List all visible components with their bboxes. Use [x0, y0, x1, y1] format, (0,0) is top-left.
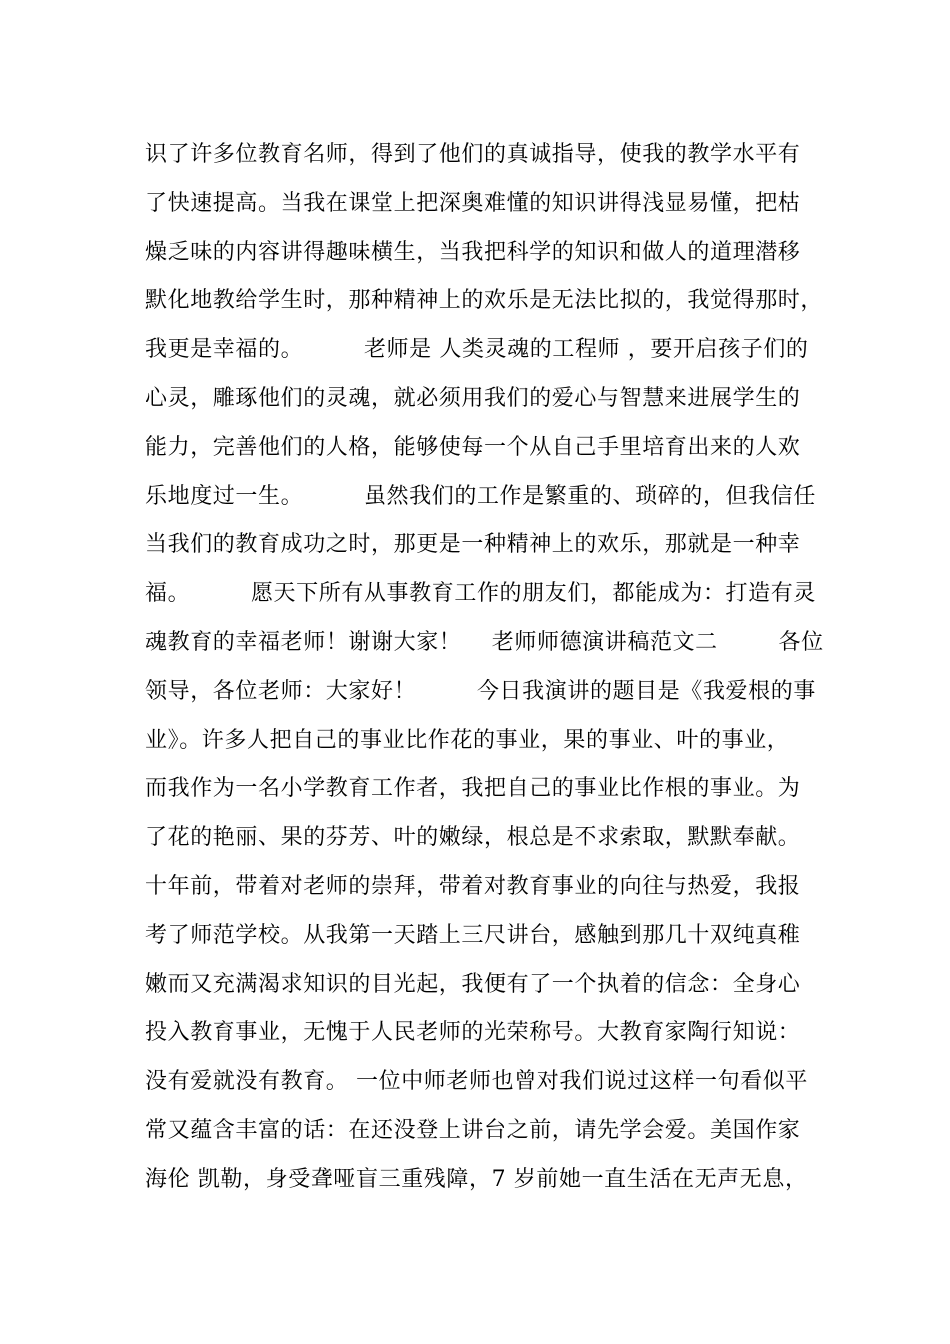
text-line: 没有爱就没有教育。 一位中师老师也曾对我们说过这样一句看似平 — [145, 1069, 808, 1095]
text-line: 嫩而又充满渴求知识的目光起，我便有了一个执着的信念：全身心 — [145, 971, 801, 997]
text-line: 领导，各位老师：大家好！ 今日我演讲的题目是《我爱根的事 — [145, 678, 816, 704]
text-line: 乐地度过一生。 虽然我们的工作是繁重的、琐碎的，但我信任 — [145, 483, 816, 509]
text-line: 了快速提高。当我在课堂上把深奥难懂的知识讲得浅显易懂，把枯 — [145, 190, 801, 216]
text-line: 我更是幸福的。 老师是 人类灵魂的工程师 ，要开启孩子们的 — [145, 337, 809, 363]
text-line: 而我作为一名小学教育工作者，我把自己的事业比作根的事业。为 — [145, 776, 801, 802]
text-line: 业》。许多人把自己的事业比作花的事业，果的事业、叶的事业， — [145, 727, 790, 753]
text-line: 能力，完善他们的人格，能够使每一个从自己手里培育出来的人欢 — [145, 434, 801, 460]
text-line: 心灵，雕琢他们的灵魂，就必须用我们的爱心与智慧来进展学生的 — [145, 385, 801, 411]
text-line: 识了许多位教育名师，得到了他们的真诚指导，使我的教学水平有 — [145, 142, 801, 167]
text-line: 当我们的教育成功之时，那更是一种精神上的欢乐，那就是一种幸 — [145, 532, 801, 558]
text-line: 魂教育的幸福老师！谢谢大家！ 老师师德演讲稿范文二 各位 — [145, 629, 824, 655]
text-line: 福。 愿天下所有从事教育工作的朋友们，都能成为：打造有灵 — [145, 581, 816, 607]
text-line: 了花的艳丽、果的芬芳、叶的嫩绿，根总是不求索取，默默奉献。 — [145, 825, 801, 851]
text-line: 燥乏味的内容讲得趣味横生，当我把科学的知识和做人的道理潜移 — [145, 239, 801, 265]
text-line: 常又蕴含丰富的话：在还没登上讲台之前，请先学会爱。美国作家 — [145, 1117, 801, 1143]
text-line: 默化地教给学生时，那种精神上的欢乐是无法比拟的，我觉得那时， — [145, 288, 824, 314]
text-line: 海伦 凯勒，身受聋哑盲三重残障，7 岁前她一直生活在无声无息， — [145, 1166, 808, 1192]
text-line: 十年前，带着对老师的崇拜，带着对教育事业的向往与热爱，我报 — [145, 873, 801, 899]
body-text — [145, 131, 825, 1205]
text-line: 投入教育事业，无愧于人民老师的光荣称号。大教育家陶行知说： — [145, 1020, 801, 1046]
text-line: 考了师范学校。从我第一天踏上三尺讲台，感触到那几十双纯真稚 — [145, 922, 801, 948]
